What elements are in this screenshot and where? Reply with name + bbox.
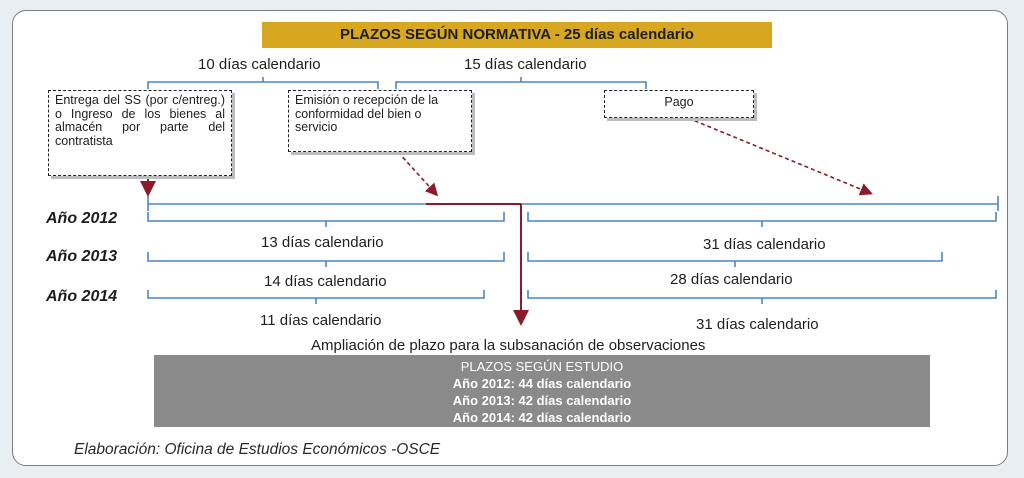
- span-2013-left: 14 días calendario: [264, 273, 387, 290]
- brace-top-15-days: [396, 77, 646, 89]
- brace-2013-left: [148, 252, 504, 267]
- normative-banner: PLAZOS SEGÚN NORMATIVA - 25 días calendario: [262, 22, 772, 48]
- top-span-label-15: 15 días calendario: [464, 56, 587, 73]
- brace-2014-right: [528, 290, 996, 304]
- year-label-2013: Año 2013: [46, 248, 118, 265]
- arrow-emision: [398, 152, 436, 194]
- box-emision-text: Emisión o recepción de la conformidad del bien o servicio: [295, 93, 439, 134]
- span-2014-right: 31 días calendario: [696, 316, 819, 333]
- span-2012-left: 13 días calendario: [261, 234, 384, 251]
- span-2014-left: 11 días calendario: [260, 312, 382, 329]
- box-pago-text: Pago: [664, 95, 694, 109]
- box-entrega-text: Entrega del SS (por c/entreg.) o Ingreso de los bienes al almacén por parte del contratista: [55, 93, 225, 148]
- brace-2012-left: [148, 212, 504, 227]
- year-label-2012: Año 2012: [46, 210, 118, 227]
- top-span-label-10: 10 días calendario: [198, 56, 321, 73]
- brace-2014-left: [148, 290, 484, 304]
- study-panel: [154, 355, 930, 427]
- span-2013-right: 28 días calendario: [670, 271, 793, 288]
- study-title: PLAZOS SEGÚN ESTUDIO: [460, 359, 624, 374]
- study-row-2013: Año 2013: 42 días calendario: [452, 393, 632, 408]
- source-note: Elaboración: Oficina de Estudios Económicos -OSCE: [74, 441, 441, 458]
- extension-label: Ampliación de plazo para la subsanación de observaciones: [311, 337, 706, 354]
- timeline-main: [148, 196, 998, 211]
- study-row-2012: Año 2012: 44 días calendario: [452, 376, 632, 391]
- arrow-pago: [688, 118, 870, 193]
- box-entrega: [48, 90, 232, 176]
- study-row-2014: Año 2014: 42 días calendario: [452, 410, 632, 425]
- brace-top-10-days: [148, 77, 378, 89]
- span-2012-right: 31 días calendario: [703, 236, 826, 253]
- year-label-2014: Año 2014: [46, 288, 118, 305]
- box-emision: [288, 90, 472, 152]
- brace-2013-right: [528, 252, 942, 267]
- box-pago: [604, 90, 754, 118]
- brace-2012-right: [528, 212, 996, 227]
